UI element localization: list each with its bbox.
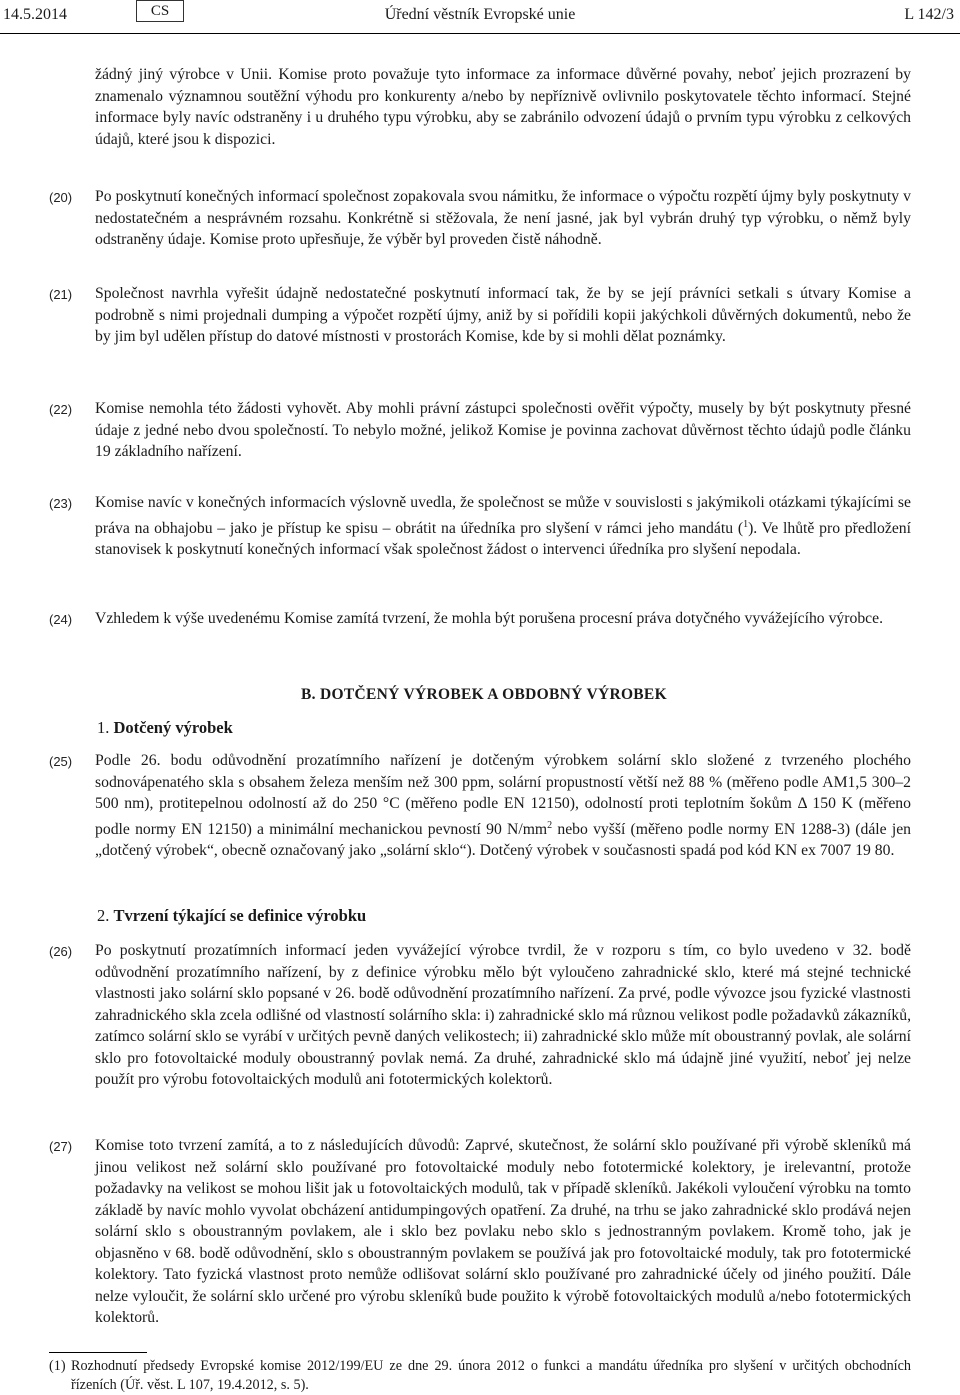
footnote-text: Rozhodnutí předsedy Evropské komise 2012/199/EU ze dne 29. února 2012 o funkci a mandátu úředníka pro slyšení v určitých obchodních řízeních (Úř. věst. L 107, 19.4.2012, s. 5). [71, 1358, 911, 1393]
paragraph-number: (24) [49, 612, 73, 627]
paragraph-23-text-a: Komise navíc v konečných informacích výslovně uvedla, že společnost se může v souvislosti s jakýmikoli otázkami týkajícími se práva na obhajobu – jako je přístup ke spisu – obrátit na úředníka pro slyšení v rámci jeho mandátu ( [95, 494, 911, 537]
paragraph-number: (20) [49, 190, 73, 205]
paragraph-25 [95, 750, 911, 862]
footnote-rule [49, 1352, 147, 1353]
paragraph-number: (21) [49, 287, 73, 302]
footnote-reference[interactable]: 1 [743, 518, 749, 530]
journal-title: Úřední věstník Evropské unie [384, 6, 576, 23]
paragraph-24: Vzhledem k výše uvedenému Komise zamítá tvrzení, že mohla být porušena procesní práva dotyčného vyvážejícího výrobce. [95, 610, 884, 627]
paragraph-23 [95, 492, 911, 561]
section-heading-b: B. DOTČENÝ VÝROBEK A OBDOBNÝ VÝROBEK [301, 686, 667, 703]
subsection-number: 2. [97, 906, 110, 925]
subsection-title: Tvrzení týkající se definice výrobku [113, 906, 367, 925]
page-number: L 142/3 [904, 6, 954, 23]
paragraph-23-text-b: ). Ve lhůtě pro předložení stanovisek k poskytnutí konečných informací však společnost žádost o intervenci úředníka pro slyšení nepodala. [95, 519, 911, 559]
paragraph-21: Společnost navrhla vyřešit údajně nedostatečné poskytnutí informací tak, že by se její právníci setkali s útvary Komise a podrobně s nimi projednali dumping a výpočet rozpětí újmy, aniž by si pořídili kopii jakýchkoli důvěrných dokumentů, nebo že by jim byl udělen přístup do datové místnosti v prostorách Komise, kde by si mohli dělat poznámky. [95, 285, 911, 345]
subsection-title: Dotčený výrobek [113, 718, 233, 737]
paragraph-26: Po poskytnutí prozatímních informací jeden vyvážející výrobce tvrdil, že v rozporu s tím, co bylo uvedeno v 32. bodě odůvodnění prozatímního nařízení, by z definice výrobku mělo být vyloučeno zahradnické sklo, které má stejné technické vlastnosti jako solární sklo popsané v 26. bodě odůvodnění prozatímního nařízení. Za prvé, podle vývozce jsou fyzické vlastnosti zahradnického skla zcela odlišné od vlastností solárního skla: i) zahradnické sklo má různou velikost podle požadavků zákazníků, zatímco solární sklo se vyrábí v určitých pevně daných velikostech; ii) zahradnické sklo může mít oboustranný povlak, ale solární sklo pro fotovoltaické moduly oboustranný povlak nemá. Za druhé, zahradnické sklo má údajně jiné využití, neboť jej nelze použít pro výrobu fotovoltaických modulů ani fototermických kolektorů. [95, 942, 911, 1088]
paragraph-number: (25) [49, 754, 73, 769]
subsection-heading-2 [97, 906, 366, 926]
language-badge: CS [136, 0, 184, 22]
subsection-number: 1. [97, 718, 110, 737]
paragraph-25-text-a: Podle 26. bodu odůvodnění prozatímního nařízení je dotčeným výrobkem solární sklo složené z tvrzeného plochého sodnovápenatého skla s obsahem železa menším než 300 ppm, solární propustností větší než 88 % (měřeno podle AM1,5 300–2 500 nm), protitepelnou odolností až do 250 °C (měřeno podle EN 12150), odolností proti teplotním šokům Δ 150 K (měřeno podle normy EN 12150) a minimální mechanickou pevností 90 N/mm [95, 752, 911, 838]
paragraph-number: (27) [49, 1139, 73, 1154]
continuation-paragraph: žádný jiný výrobce v Unii. Komise proto považuje tyto informace za informace důvěrné povahy, neboť jejich prozrazení by znamenalo významnou soutěžní výhodu pro konkurenty a/nebo by nepříznivě ovlivnilo poskytovatele těchto informací. Stejné informace byly navíc odstraněny i u druhého typu výrobku, aby se zabránilo odvození údajů o prvním typu výrobku z celkových údajů, které jsou k dispozici. [95, 66, 911, 148]
paragraph-27: Komise toto tvrzení zamítá, a to z následujících důvodů: Zaprvé, skutečnost, že solární sklo používané při výrobě skleníků má jinou velikost než solární sklo používané pro fotovoltaické moduly nebo fototermické kolektory, je irelevantní, protože požadavky na velikost se mohou lišit jak u fotovoltaických modulů, tak v případě skleníků. Jakékoli vyloučení výrobku na tomto základě by navíc mohlo vyvolat obcházení antidumpingových opatření. Za druhé, na trhu se jako zahradnické sklo prodává nejen solární sklo s oboustranným povlakem, ale i sklo bez povlaku nebo sklo s jednostranným povlakem. Kromě toho, jak je objasněno v 68. bodě odůvodnění, sklo s oboustranným povlakem se používá jak pro fotovoltaické moduly, tak pro fototermické kolektory. Tato fyzická vlastnost proto nemůže odlišovat solární sklo používané pro zahradnické účely od jiného použití. Dále nelze vyloučit, že solární sklo určené pro výrobu skleníků bude použito k výrobě fotovoltaických modulů a/nebo fototermických kolektorů. [95, 1137, 911, 1326]
paragraph-22: Komise nemohla této žádosti vyhovět. Aby mohli právní zástupci společnosti ověřit výpočty, musely by být poskytnuty přesné údaje z jedné nebo dvou společností. To nebylo možné, jelikož Komise je povinna zachovat důvěrnost těchto údajů podle článku 19 základního nařízení. [95, 400, 911, 460]
paragraph-number: (22) [49, 402, 73, 417]
footnote-mark: (1) [49, 1358, 66, 1374]
header-date: 14.5.2014 [3, 6, 67, 23]
page-header [0, 0, 960, 40]
superscript: 2 [547, 819, 553, 831]
paragraph-20: Po poskytnutí konečných informací společnost zopakovala svou námitku, že informace o výpočtu rozpětí újmy byly poskytnuty v nedostatečném a nesprávném rozsahu. Konkrétně si stěžovala, že není jasné, jak byl vybrán druhý typ výrobku, o němž byly odstraněny údaje. Komise proto upřesňuje, že výběr byl proveden čistě náhodně. [95, 188, 911, 248]
paragraph-number: (26) [49, 944, 73, 959]
header-rule [0, 33, 960, 34]
subsection-heading-1 [97, 718, 233, 738]
paragraph-25-text-b: nebo vyšší (měřeno podle normy EN 1288-3) (dále jen „dotčený výrobek“, obecně označovaný jako „solární sklo“). Dotčený výrobek v současnosti spadá pod kód KN ex 7007 19 80. [95, 820, 912, 860]
paragraph-number: (23) [49, 496, 73, 511]
